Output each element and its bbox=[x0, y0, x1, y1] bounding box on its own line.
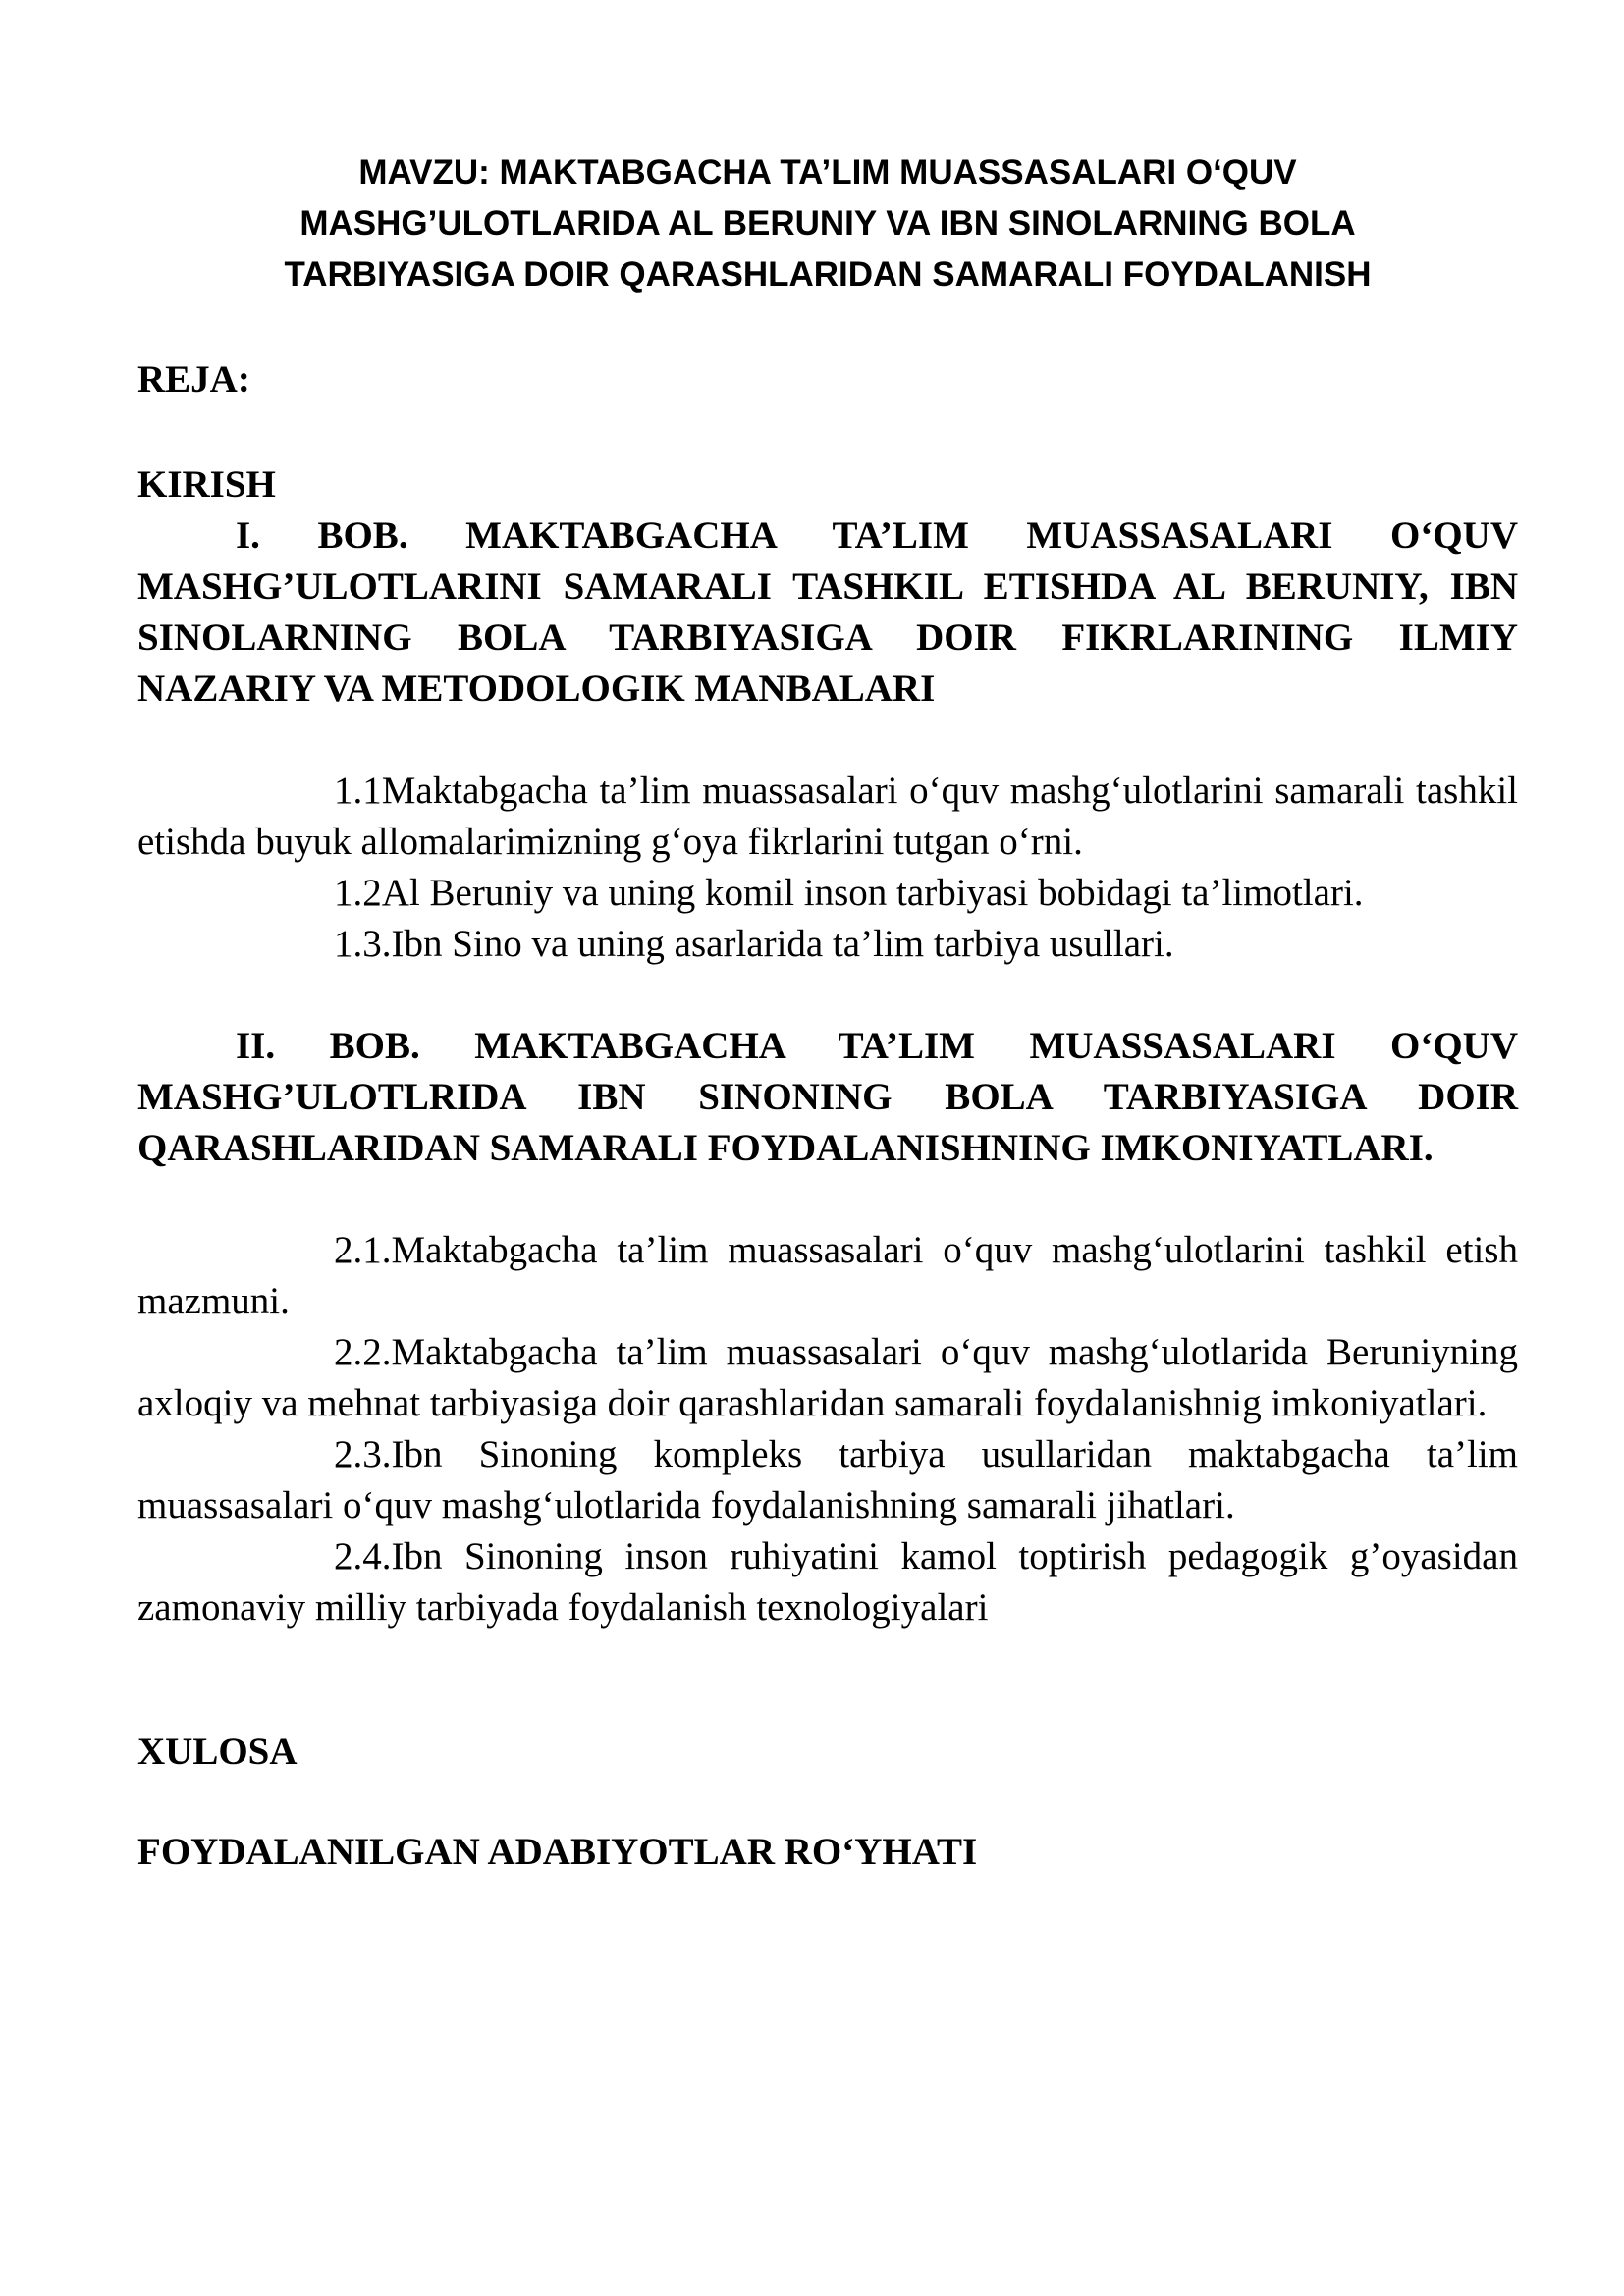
item-text: Ibn Sino va uning asarlarida ta’lim tarbiya usullari. bbox=[391, 923, 1174, 965]
chapter-1-heading: I. BOB. MAKTABGACHA TA’LIM MUASSASALARI O‘QUV MASHG’ULOTLARINI SAMARALI TASHKIL ETISHDA AL BERUNIY, IBN SINOLARNING BOLA TARBIYASIGA DOIR FIKRLARINING ILMIY NAZARIY VA METODOLOGIK MANBALARI bbox=[137, 514, 1518, 710]
chapter-2-heading: II. BOB. MAKTABGACHA TA’LIM MUASSASALARI O‘QUV MASHG’ULOTLRIDA IBN SINONING BOLA TARBIYASIGA DOIR QARASHLARIDAN SAMARALI FOYDALANISHNING IMKONIYATLARI. bbox=[137, 1025, 1518, 1169]
item-number: 1.1 bbox=[334, 770, 382, 812]
document-title: MAVZU: MAKTABGACHA TA’LIM MUASSASALARI O‘QUV MASHG’ULOTLARIDA AL BERUNIY VA IBN SINOLARNING BOLA TARBIYASIGA DOIR QARASHLARIDAN SAMARALI FOYDALANISH bbox=[284, 153, 1372, 294]
item-text: Maktabgacha ta’lim muassasalari o‘quv mashg‘ulotlarini tashkil etish mazmuni. bbox=[137, 1229, 1518, 1322]
item-number: 2.4. bbox=[334, 1535, 392, 1577]
plan-item-1-1 bbox=[137, 766, 1518, 868]
item-number: 2.3. bbox=[334, 1433, 392, 1475]
document-page bbox=[137, 147, 1518, 1878]
plan-item-1-2 bbox=[137, 868, 1518, 919]
item-number: 2.1. bbox=[334, 1229, 392, 1271]
item-text: Maktabgacha ta’lim muassasalari o‘quv mashg‘ulotlarini samarali tashkil etishda buyuk allomalarimizning g‘oya fikrlarini tutgan o‘rni. bbox=[137, 770, 1518, 863]
item-number: 1.3. bbox=[334, 923, 392, 965]
reja-label: REJA: bbox=[137, 358, 250, 400]
item-text: Maktabgacha ta’lim muassasalari o‘quv mashg‘ulotlarida Beruniyning axloqiy va mehnat tarbiyasiga doir qarashlaridan samarali foydalanishnig imkoniyatlari. bbox=[137, 1331, 1518, 1424]
plan-item-2-1 bbox=[137, 1225, 1518, 1327]
xulosa-label: XULOSA bbox=[137, 1731, 298, 1773]
plan-item-2-4 bbox=[137, 1531, 1518, 1633]
item-number: 2.2. bbox=[334, 1331, 392, 1373]
plan-item-1-3 bbox=[137, 919, 1518, 970]
item-text: Ibn Sinoning inson ruhiyatini kamol toptirish pedagogik g’oyasidan zamonaviy milliy tarbiyada foydalanish texnologiyalari bbox=[137, 1535, 1518, 1629]
plan-item-2-3 bbox=[137, 1429, 1518, 1531]
kirish-label: KIRISH bbox=[137, 463, 276, 506]
item-text: Ibn Sinoning kompleks tarbiya usullaridan maktabgacha ta’lim muassasalari o‘quv mashg‘ulotlarida foydalanishning samarali jihatlari. bbox=[137, 1433, 1518, 1526]
item-number: 1.2 bbox=[334, 872, 382, 914]
item-text: Al Beruniy va uning komil inson tarbiyasi bobidagi ta’limotlari. bbox=[381, 872, 1364, 914]
references-label: FOYDALANILGAN ADABIYOTLAR RO‘YHATI bbox=[137, 1831, 978, 1873]
plan-item-2-2 bbox=[137, 1327, 1518, 1429]
